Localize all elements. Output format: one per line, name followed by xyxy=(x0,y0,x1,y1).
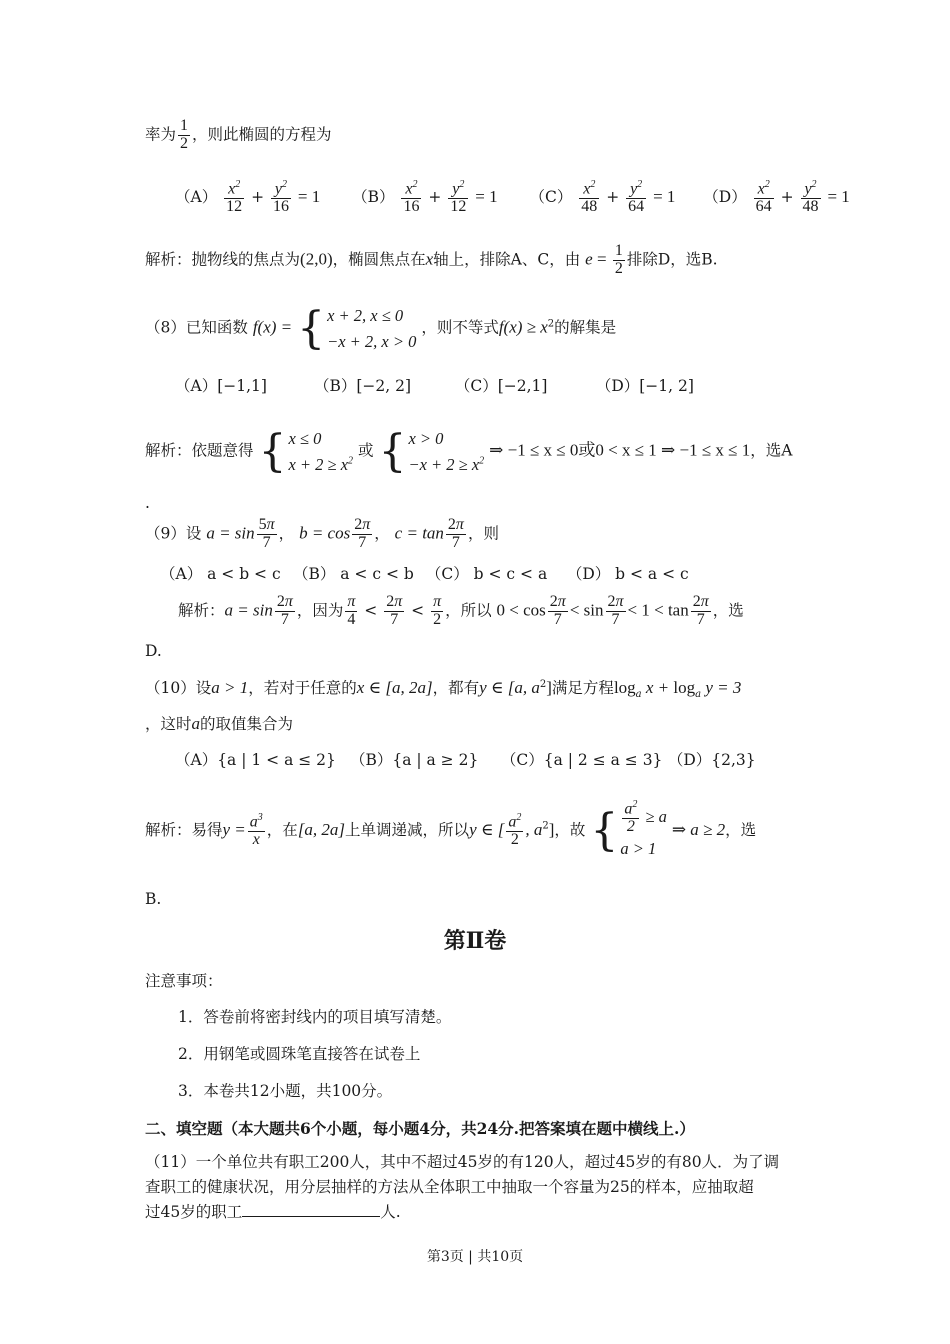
q10-stem: （10）设a > 1，若对于任意的x ∈ [a, 2a]，都有y ∈ [a, $a^2$]满足方程$\log_a x + \log_a y = 3$ xyxy=(145,678,742,701)
answer-blank[interactable] xyxy=(242,1202,380,1217)
page-footer: 第3页 | 共10页 xyxy=(426,1249,524,1265)
q10-solution-end: B. xyxy=(145,890,162,908)
q7-continuation: 率为 $\frac{1}{2}$ ，则此椭圆的方程为 xyxy=(145,117,332,152)
notice-item: 1．答卷前将密封线内的项目填写清楚。 xyxy=(178,1008,452,1026)
q7-solution: 解析：抛物线的焦点为(2,0)，椭圆焦点在x轴上，排除A、C，由 e = $\frac{1}{2}$ 排除D，选B. xyxy=(145,242,718,277)
q11-line2: 查职工的健康状况，用分层抽样的方法从全体职工中抽取一个容量为25的样本，应抽取超 xyxy=(145,1178,754,1196)
q11-line3: 过45岁的职工 人. xyxy=(145,1203,401,1221)
q11-line1: （11）一个单位共有职工200人，其中不超过45岁的有120人，超过45岁的有80人．为了调 xyxy=(145,1153,780,1171)
part2-notice: 注意事项： xyxy=(145,972,223,990)
q10-solution: 解析：易得y = $\frac{a^3}{x}$ ，在[a, 2a]上单调递减，所以y ∈ [ $\frac{a^2}{2}$ , $a^2$]，故 { $\frac{a^2}{2}$ ≥ a a > 1 ⇒ a ≥ 2，选 xyxy=(145,799,757,858)
q9-solution: 解析：a = sin $\frac{2\pi}{7}$ ，因为 $\frac{\pi}{4}$ < $\frac{2\pi}{7}$ < $\frac{\pi}{2}$ ，所以 0 < cos $\frac{2\pi}{7}$ < sin $\frac{2\pi}{7}$ < 1 < tan $\frac{2\pi}{7}$ ，选 xyxy=(178,593,744,628)
q10-stem-line2: ，这时a的取值集合为 xyxy=(145,714,294,733)
q7-options: （A） $\frac{x^2}{12}$ + $\frac{y^2}{16}$ = 1 （B） $\frac{x^2}{16}$ + $\frac{y^2}{12}$ = 1 （C） $\frac{x^2}{48}$ + $\frac{y^2}{64}$ = 1 （D） $\frac{x^2}{64}$ + $\frac{y^2}{48}$ = 1 xyxy=(175,179,850,216)
section2-heading: 二、填空题（本大题共6个小题，每小题4分，共24分.把答案填在题中横线上.） xyxy=(145,1119,695,1138)
q8-stem: （8）已知函数 f(x) = { x + 2, x ≤ 0 −x + 2, x > 0 ，则不等式$f(x) \ge x^2$的解集是 xyxy=(145,302,617,354)
q9-solution-end: D. xyxy=(145,642,162,660)
q8-solution-dot: . xyxy=(145,494,150,512)
q9-stem: （9）设 a = sin $\frac{5\pi}{7}$ ， b = cos $\frac{2\pi}{7}$ ， c = tan $\frac{2\pi}{7}$ ，则 xyxy=(145,516,499,551)
q8-solution: 解析：依题意得 { x ≤ 0 $x + 2 \ge x^2$ 或 { x > 0 $-x + 2 \ge x^2$ ⇒ −1 ≤ x ≤ 0或0 < x ≤ 1 ⇒ −1 ≤ x ≤ 1，选A xyxy=(145,425,793,477)
q8-options: （A）[−1,1] （B）[−2, 2] （C）[−2,1] （D）[−1, 2] xyxy=(175,377,694,395)
part2-title: 第Ⅱ卷 xyxy=(443,928,507,954)
q10-options: （A）{a | 1 < a ≤ 2} （B）{a | a ≥ 2} （C）{a | 2 ≤ a ≤ 3} （D）{2,3} xyxy=(175,751,756,769)
notice-item: 3．本卷共12小题，共100分。 xyxy=(178,1082,393,1100)
q9-options: （A） a < b < c （B） a < c < b （C） b < c < a （D） b < a < c xyxy=(160,565,689,583)
notice-item: 2．用钢笔或圆珠笔直接答在试卷上 xyxy=(178,1045,421,1063)
